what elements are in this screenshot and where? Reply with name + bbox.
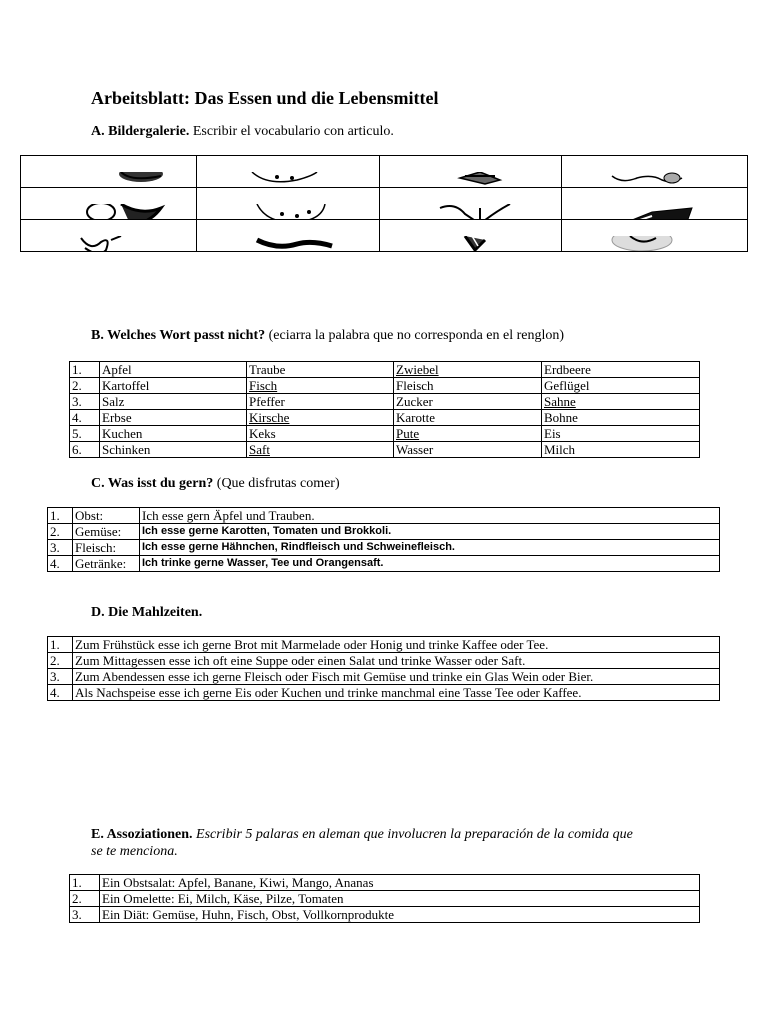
- section-a-heading: [91, 124, 394, 140]
- row-number: 1.: [70, 362, 100, 378]
- answer-cell[interactable]: Ich esse gerne Karotten, Tomaten und Brokkoli.: [140, 524, 720, 540]
- table-row: [48, 508, 720, 524]
- category-cell: Gemüse:: [73, 524, 140, 540]
- gallery-cell[interactable]: [379, 156, 561, 188]
- row-number: 3.: [48, 669, 73, 685]
- word-cell[interactable]: Fleisch: [394, 378, 542, 394]
- word-cell[interactable]: Schinken: [100, 442, 247, 458]
- word-cell[interactable]: Geflügel: [542, 378, 700, 394]
- table-row: [70, 378, 700, 394]
- gallery-cell[interactable]: [561, 220, 747, 252]
- table-row: [70, 442, 700, 458]
- table-row: [70, 410, 700, 426]
- answer-cell[interactable]: Ein Obstsalat: Apfel, Banane, Kiwi, Mango, Ananas: [100, 875, 700, 891]
- section-c-instruction: (Que disfrutas comer): [216, 476, 340, 491]
- answer-cell[interactable]: Zum Mittagessen esse ich oft eine Suppe oder einen Salat und trinke Wasser oder Saft.: [73, 653, 720, 669]
- word-cell-marked[interactable]: Fisch: [247, 378, 394, 394]
- answer-cell[interactable]: Ich esse gerne Hähnchen, Rindfleisch und Schweinefleisch.: [140, 540, 720, 556]
- word-cell[interactable]: Kuchen: [100, 426, 247, 442]
- gallery-cell[interactable]: [197, 156, 379, 188]
- answer-cell[interactable]: Ein Omelette: Ei, Milch, Käse, Pilze, Tomaten: [100, 891, 700, 907]
- row-number: 3.: [70, 907, 100, 923]
- section-c-label: C. Was isst du gern?: [91, 476, 214, 491]
- section-d-heading: [91, 605, 202, 621]
- row-number: 4.: [48, 685, 73, 701]
- word-cell-marked[interactable]: Kirsche: [247, 410, 394, 426]
- food-clipart-icon: [380, 236, 562, 252]
- word-cell[interactable]: Erdbeere: [542, 362, 700, 378]
- table-row: [48, 524, 720, 540]
- table-row: [48, 556, 720, 572]
- word-cell[interactable]: Salz: [100, 394, 247, 410]
- section-e-heading: [91, 826, 633, 860]
- section-b-heading: [91, 328, 564, 344]
- row-number: 3.: [70, 394, 100, 410]
- word-cell[interactable]: Eis: [542, 426, 700, 442]
- gallery-cell[interactable]: [379, 220, 561, 252]
- category-cell: Fleisch:: [73, 540, 140, 556]
- table-row: [70, 394, 700, 410]
- row-number: 2.: [70, 891, 100, 907]
- likes-table: [47, 507, 720, 572]
- gallery-cell[interactable]: [561, 188, 747, 220]
- word-cell[interactable]: Wasser: [394, 442, 542, 458]
- gallery-cell[interactable]: [21, 188, 197, 220]
- section-a-instruction: Escribir el vocabulario con articulo.: [192, 124, 394, 139]
- section-e-label: E. Assoziationen.: [91, 827, 193, 842]
- food-clipart-icon: [380, 172, 562, 188]
- food-clipart-icon: [21, 204, 197, 220]
- word-cell[interactable]: Kartoffel: [100, 378, 247, 394]
- row-number: 6.: [70, 442, 100, 458]
- word-cell[interactable]: Zucker: [394, 394, 542, 410]
- row-number: 4.: [48, 556, 73, 572]
- word-cell[interactable]: Keks: [247, 426, 394, 442]
- answer-cell[interactable]: Ich esse gern Äpfel und Trauben.: [140, 508, 720, 524]
- section-b-instruction: (eciarra la palabra que no corresponda en el renglon): [268, 328, 565, 343]
- table-row: [70, 426, 700, 442]
- row-number: 1.: [48, 508, 73, 524]
- food-clipart-icon: [197, 172, 379, 188]
- section-c-heading: [91, 476, 340, 492]
- word-odd-one-out-table: [69, 361, 700, 458]
- category-cell: Getränke:: [73, 556, 140, 572]
- page-title: Arbeitsblatt: Das Essen und die Lebensmittel: [91, 88, 439, 108]
- word-cell[interactable]: Erbse: [100, 410, 247, 426]
- answer-cell[interactable]: Ich trinke gerne Wasser, Tee und Orangensaft.: [140, 556, 720, 572]
- table-row: [70, 875, 700, 891]
- answer-cell[interactable]: Ein Diät: Gemüse, Huhn, Fisch, Obst, Vollkornprodukte: [100, 907, 700, 923]
- word-cell-marked[interactable]: Pute: [394, 426, 542, 442]
- category-cell: Obst:: [73, 508, 140, 524]
- food-clipart-icon: [562, 204, 748, 220]
- word-cell[interactable]: Milch: [542, 442, 700, 458]
- answer-cell[interactable]: Als Nachspeise esse ich gerne Eis oder Kuchen und trinke manchmal eine Tasse Tee oder Kaffee.: [73, 685, 720, 701]
- meals-table: [47, 636, 720, 701]
- food-clipart-icon: [197, 236, 379, 252]
- row-number: 5.: [70, 426, 100, 442]
- row-number: 1.: [48, 637, 73, 653]
- word-cell[interactable]: Karotte: [394, 410, 542, 426]
- row-number: 4.: [70, 410, 100, 426]
- gallery-cell[interactable]: [379, 188, 561, 220]
- table-row: [70, 362, 700, 378]
- section-d-label: D. Die Mahlzeiten.: [91, 605, 203, 620]
- table-row: [70, 907, 700, 923]
- food-clipart-icon: [21, 172, 197, 188]
- row-number: 1.: [70, 875, 100, 891]
- gallery-cell[interactable]: [21, 220, 197, 252]
- table-row: [48, 685, 720, 701]
- row-number: 2.: [48, 653, 73, 669]
- picture-gallery-table: [20, 155, 748, 252]
- word-cell-marked[interactable]: Saft: [247, 442, 394, 458]
- food-clipart-icon: [562, 236, 748, 252]
- answer-cell[interactable]: Zum Frühstück esse ich gerne Brot mit Marmelade oder Honig und trinke Kaffee oder Tee.: [73, 637, 720, 653]
- section-a-label: A. Bildergalerie.: [91, 124, 190, 139]
- word-cell[interactable]: Apfel: [100, 362, 247, 378]
- gallery-cell[interactable]: [561, 156, 747, 188]
- word-cell[interactable]: Traube: [247, 362, 394, 378]
- section-b-label: B. Welches Wort passt nicht?: [91, 328, 266, 343]
- food-clipart-icon: [562, 172, 748, 188]
- table-row: [48, 669, 720, 685]
- food-clipart-icon: [21, 236, 197, 252]
- section-e-instruction-line1: Escribir 5 palaras en aleman que involucren la preparación de la comida que: [196, 827, 633, 842]
- word-cell-marked[interactable]: Sahne: [542, 394, 700, 410]
- word-cell[interactable]: Pfeffer: [247, 394, 394, 410]
- food-clipart-icon: [380, 204, 562, 220]
- table-row: [48, 653, 720, 669]
- gallery-cell[interactable]: [21, 156, 197, 188]
- associations-table: [69, 874, 700, 923]
- row-number: 3.: [48, 540, 73, 556]
- row-number: 2.: [70, 378, 100, 394]
- table-row: [48, 637, 720, 653]
- food-clipart-icon: [197, 204, 379, 220]
- row-number: 2.: [48, 524, 73, 540]
- gallery-cell[interactable]: [197, 188, 379, 220]
- gallery-cell[interactable]: [197, 220, 379, 252]
- answer-cell[interactable]: Zum Abendessen esse ich gerne Fleisch oder Fisch mit Gemüse und trinke ein Glas Wein oder Bier.: [73, 669, 720, 685]
- section-e-instruction-line2: se te menciona.: [91, 844, 178, 859]
- word-cell[interactable]: Bohne: [542, 410, 700, 426]
- table-row: [70, 891, 700, 907]
- word-cell-marked[interactable]: Zwiebel: [394, 362, 542, 378]
- table-row: [48, 540, 720, 556]
